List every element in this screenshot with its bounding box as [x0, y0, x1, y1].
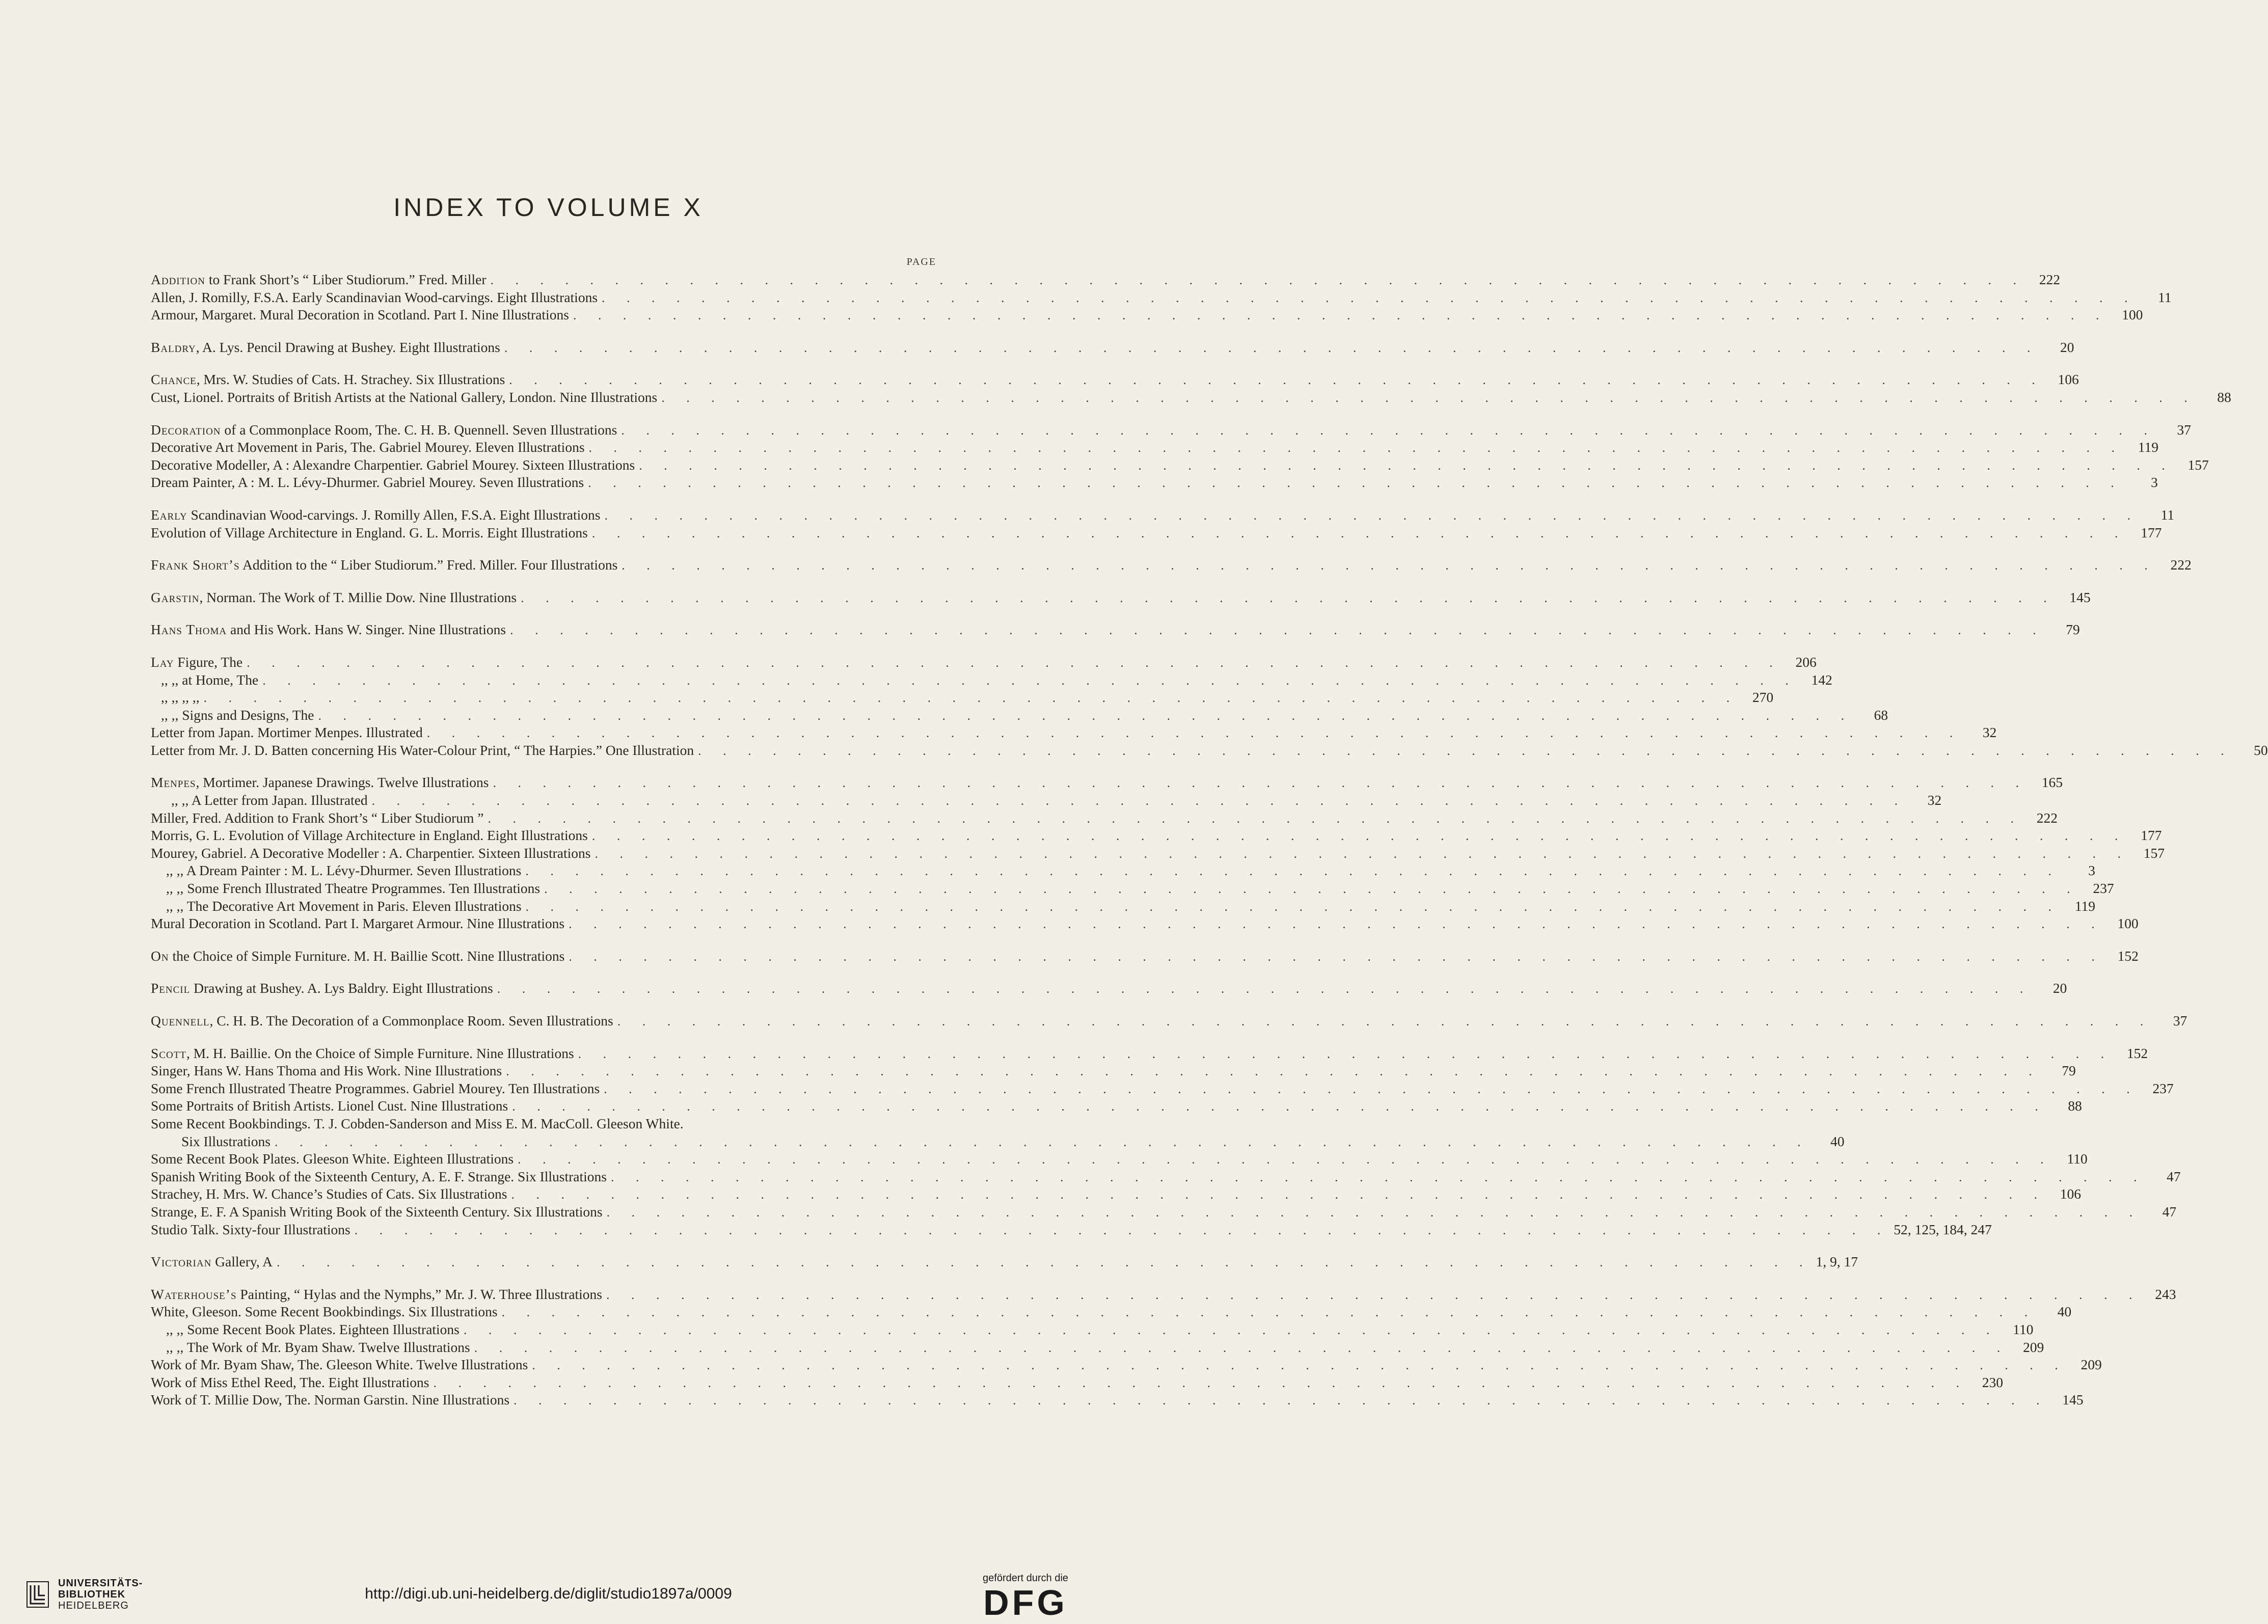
dot-leader: [427, 724, 1962, 742]
entry-page-number: 79: [2066, 621, 2080, 638]
entry-rest: ,, ,, A Letter from Japan. Illustrated: [171, 792, 368, 808]
index-entry: [151, 389, 2231, 407]
dot-leader: [464, 1321, 1999, 1339]
entry-page-number: 20: [2060, 339, 2074, 355]
entry-rest: Armour, Margaret. Mural Decoration in Scotland. Part I. Nine Illustrations: [151, 307, 569, 323]
entry-text: [151, 1303, 498, 1321]
index-entry: [151, 1012, 2188, 1030]
dot-leader: [511, 1186, 2046, 1204]
entry-rest: Figure, The: [174, 654, 243, 670]
dot-leader: [622, 557, 2157, 575]
index-entry: [151, 742, 2268, 760]
entry-rest: of a Commonplace Room, The. C. H. B. Quennell. Seven Illustrations: [221, 421, 617, 438]
dot-leader: [509, 371, 2044, 389]
entry-page-number: 222: [2036, 809, 2058, 826]
dot-leader: [617, 1013, 2153, 1031]
dot-leader: [275, 1133, 1810, 1151]
index-entry: [151, 439, 2159, 456]
entry-text: [151, 845, 591, 862]
entry-lead-word: Early: [151, 506, 187, 523]
entry-text: [151, 948, 564, 965]
entry-rest: Painting, “ Hylas and the Nymphs,” Mr. J. W. Three Illustrations: [236, 1286, 603, 1302]
dot-leader: [510, 621, 2045, 639]
entry-page-number: 110: [2013, 1321, 2034, 1337]
entry-page-number: 270: [1752, 689, 1774, 706]
group-gap: [151, 542, 936, 556]
dot-leader: [204, 689, 1739, 707]
entry-text: [151, 742, 694, 760]
entry-page-number: 237: [2152, 1080, 2174, 1096]
dot-leader: [592, 525, 2127, 543]
dot-leader: [621, 422, 2156, 440]
entry-rest: Work of T. Millie Dow, The. Norman Garstin. Nine Illustrations: [151, 1392, 510, 1408]
index-entry: [151, 1391, 2084, 1409]
entry-text: [151, 671, 258, 689]
entry-rest: ,, ,, Some French Illustrated Theatre Programmes. Ten Illustrations: [166, 880, 541, 897]
entry-page-number: 243: [2155, 1286, 2176, 1302]
entry-rest: ,, ,, Some Recent Book Plates. Eighteen Illustrations: [166, 1321, 460, 1337]
index-entry: [151, 898, 2096, 915]
entry-lead-word: Garstin: [151, 589, 200, 605]
dot-leader: [355, 1222, 1890, 1239]
entry-lead-word: Chance: [151, 371, 197, 388]
entry-rest: , A. Lys. Pencil Drawing at Bushey. Eight Illustrations: [196, 339, 500, 355]
entry-page-number: 88: [2068, 1098, 2082, 1114]
entry-rest: , Mrs. W. Studies of Cats. H. Strachey. Six Illustrations: [196, 371, 505, 388]
dfg-logo-icon: DFG: [983, 1583, 1068, 1622]
entry-rest: to Frank Short’s “ Liber Studiorum.” Fred. Miller: [205, 272, 487, 287]
entry-continuation: Six Illustrations: [181, 1133, 271, 1149]
entry-text: [151, 862, 521, 880]
entry-rest: Strange, E. F. A Spanish Writing Book of the Sixteenth Century. Six Illustrations: [151, 1203, 603, 1220]
index-entry: [151, 845, 2165, 862]
entry-rest: Strachey, H. Mrs. W. Chance’s Studies of Cats. Six Illustrations: [151, 1186, 507, 1202]
entry-page-number: 100: [2122, 307, 2143, 323]
entry-lead-word: Lay: [151, 654, 174, 670]
index-entry: [151, 589, 2091, 607]
entry-page-number: 106: [2060, 1186, 2081, 1202]
entry-rest: , C. H. B. The Decoration of a Commonplace Room. Seven Illustrations: [209, 1013, 613, 1028]
entry-lead-word: Victorian: [151, 1254, 212, 1270]
entry-rest: Drawing at Bushey. A. Lys Baldry. Eight Illustrations: [190, 980, 493, 996]
dot-leader: [569, 948, 2104, 966]
dot-leader: [592, 827, 2127, 845]
index-entry: [151, 421, 2191, 439]
entry-page-number: 145: [2062, 1392, 2084, 1408]
entry-text: [151, 421, 617, 439]
entry-rest: Dream Painter, A : M. L. Lévy-Dhurmer. Gabriel Mourey. Seven Illustrations: [151, 474, 584, 491]
dot-leader: [525, 862, 2061, 880]
entry-rest: Morris, G. L. Evolution of Village Architecture in England. Eight Illustrations: [151, 827, 588, 844]
entry-rest: Some French Illustrated Theatre Programmes. Gabriel Mourey. Ten Illustrations: [151, 1080, 600, 1096]
index-entry: [151, 1080, 2174, 1098]
entry-text: [151, 524, 588, 542]
entry-text: [151, 506, 601, 524]
dot-leader: [602, 289, 2137, 307]
dot-leader: [433, 1374, 1968, 1392]
group-gap: [151, 407, 936, 421]
index-entry: [151, 474, 2158, 492]
entry-rest: Some Recent Book Plates. Gleeson White. Eighteen Illustrations: [151, 1151, 514, 1167]
index-entry: [151, 809, 2058, 827]
entry-text: [151, 306, 569, 324]
dot-leader: [573, 307, 2109, 324]
entry-rest: Gallery, A: [211, 1254, 273, 1270]
entry-text: [151, 289, 598, 307]
index-entry: [151, 792, 1942, 809]
entry-rest: Addition to the “ Liber Studiorum.” Fred. Miller. Four Illustrations: [239, 557, 618, 573]
entry-page-number: 209: [2022, 1339, 2044, 1355]
entry-rest: Work of Mr. Byam Shaw, The. Gleeson White. Twelve Illustrations: [151, 1357, 528, 1373]
entry-rest: Decorative Modeller, A : Alexandre Charpentier. Gabriel Mourey. Sixteen Illustrations: [151, 456, 635, 473]
group-gap: [151, 492, 936, 506]
funder-logo[interactable]: [969, 1573, 1082, 1621]
entry-rest: Evolution of Village Architecture in England. G. L. Morris. Eight Illustrations: [151, 524, 588, 540]
page-title: INDEX TO VOLUME X: [393, 193, 704, 222]
index-entry: [151, 915, 2139, 933]
entry-rest: Spanish Writing Book of the Sixteenth Century, A. E. F. Strange. Six Illustrations: [151, 1168, 607, 1184]
group-gap: [151, 1030, 936, 1045]
index-entry: [151, 1045, 2148, 1063]
index-entry: [151, 506, 2174, 524]
index-entry: [151, 371, 2079, 389]
entry-page-number: 177: [2141, 524, 2162, 540]
entry-text: [151, 589, 517, 607]
index-entry: [151, 1303, 2072, 1321]
dot-leader: [639, 457, 2174, 475]
entry-rest: Some Portraits of British Artists. Lionel Cust. Nine Illustrations: [151, 1098, 508, 1114]
entry-text: [151, 271, 486, 289]
entry-lead-word: Frank Short’s: [151, 557, 240, 573]
entry-page-number: 110: [2067, 1151, 2088, 1167]
entry-lead-word: Baldry: [151, 339, 196, 355]
dot-leader: [604, 1080, 2139, 1098]
entry-text: [151, 1391, 509, 1409]
library-name-line1: UNIVERSITÄTS-: [58, 1578, 143, 1589]
index-entry: [151, 671, 1832, 689]
dot-leader: [589, 439, 2124, 457]
dot-leader: [588, 474, 2123, 492]
index-entry: [151, 880, 2114, 898]
index-entry: [151, 980, 2067, 997]
dot-leader: [506, 1063, 2041, 1080]
index-entry: [151, 621, 2080, 639]
index-entry: [151, 1374, 2003, 1392]
group-gap: [151, 759, 936, 774]
entry-text: [151, 1203, 603, 1221]
dot-leader: [569, 915, 2104, 933]
index-entry: [151, 1253, 1858, 1271]
entry-text: [151, 654, 242, 671]
dot-leader: [277, 1254, 1812, 1271]
funder-caption: gefördert durch die: [983, 1573, 1068, 1584]
entry-text: [151, 1356, 528, 1374]
index-entry: [151, 1203, 2177, 1221]
entry-text: [151, 915, 564, 933]
entry-rest: Allen, J. Romilly, F.S.A. Early Scandinavian Wood-carvings. Eight Illustrations: [151, 289, 598, 305]
dot-leader: [262, 672, 1798, 690]
entry-page-number: 222: [2170, 557, 2192, 573]
entry-page-number: 206: [1795, 654, 1817, 670]
entry-rest: Letter from Mr. J. D. Batten concerning His Water-Colour Print, “ The Harpies.” One Illustration: [151, 742, 694, 758]
dot-leader: [526, 898, 2061, 916]
entry-page-number: 209: [2081, 1357, 2102, 1373]
index-entry: [151, 1062, 2076, 1080]
entry-page-number: 237: [2093, 880, 2114, 897]
entry-rest: and His Work. Hans W. Singer. Nine Illustrations: [227, 621, 506, 638]
entry-page-number: 11: [2158, 289, 2172, 305]
entry-text: [151, 1116, 684, 1131]
entry-lead-word: Quennell: [151, 1013, 210, 1028]
entry-text: [151, 339, 500, 357]
entry-lead-word: Hans Thoma: [151, 621, 227, 638]
entry-page-number: 79: [2062, 1063, 2076, 1079]
entry-text: [151, 880, 540, 898]
entry-lead-word: On: [151, 948, 169, 964]
entry-rest: ,, ,, The Work of Mr. Byam Shaw. Twelve Illustrations: [166, 1339, 470, 1355]
index-list: [151, 271, 2268, 1409]
dot-leader: [578, 1045, 2114, 1063]
permalink-url[interactable]: http://digi.ub.uni-heidelberg.de/diglit/studio1897a/0009: [365, 1585, 732, 1602]
entry-text: [151, 1012, 613, 1030]
entry-text: [151, 1374, 429, 1392]
group-gap: [151, 933, 936, 948]
index-entry: [151, 862, 2095, 880]
index-entry: [151, 1115, 1845, 1150]
entry-text: [151, 1168, 607, 1186]
index-entry: [151, 948, 2139, 965]
dot-leader: [488, 810, 2023, 828]
dot-leader: [544, 880, 2080, 898]
entry-page-number: 20: [2053, 980, 2067, 996]
index-entry: [151, 827, 2162, 845]
dot-leader: [512, 1098, 2047, 1116]
entry-rest: ,, ,, A Dream Painter : M. L. Lévy-Dhurmer. Seven Illustrations: [166, 862, 522, 879]
entry-page-number: 222: [2039, 272, 2060, 287]
entry-page-number: 40: [1830, 1133, 1845, 1149]
entry-rest: Mourey, Gabriel. A Decorative Modeller : A. Charpentier. Sixteen Illustrations: [151, 845, 591, 861]
dot-leader: [497, 980, 2033, 998]
index-entry: [151, 1168, 2181, 1186]
index-entry: [151, 774, 2063, 792]
entry-page-number: 32: [1927, 792, 1942, 808]
entry-text: [151, 456, 635, 474]
index-entry: [151, 724, 1997, 742]
entry-page-number: 11: [2161, 506, 2174, 523]
dot-leader: [504, 339, 2040, 357]
dot-leader: [606, 1286, 2142, 1304]
entry-page-number: 152: [2117, 948, 2139, 964]
index-entry: [151, 1321, 2034, 1339]
entry-rest: Cust, Lionel. Portraits of British Artists at the National Gallery, London. Nine Illustrations: [151, 389, 658, 405]
group-gap: [151, 574, 936, 589]
entry-text: [151, 980, 493, 997]
entry-rest: ,, ,, ,, ,,: [161, 689, 200, 706]
group-gap: [151, 639, 936, 654]
dot-leader: [698, 742, 2233, 760]
entry-text: [151, 1080, 600, 1098]
index-entry: [151, 306, 2143, 324]
group-gap: [151, 997, 936, 1012]
entry-page-number: 3: [2150, 474, 2158, 491]
index-entry: [151, 1150, 2088, 1168]
dot-leader: [490, 272, 2026, 289]
entry-page-number: 47: [2162, 1203, 2177, 1220]
dot-leader: [521, 589, 2056, 607]
group-gap: [151, 1271, 936, 1286]
entry-page-number: 100: [2117, 915, 2139, 932]
entry-page-number: 37: [2177, 421, 2191, 438]
dot-leader: [514, 1392, 2049, 1410]
entry-rest: Studio Talk. Sixty-four Illustrations: [151, 1221, 350, 1237]
entry-rest: Some Recent Bookbindings. T. J. Cobden-Sanderson and Miss E. M. MacColl. Gleeson White.: [151, 1115, 684, 1131]
dot-leader: [493, 774, 2028, 792]
entry-rest: ,, ,, Signs and Designs, The: [161, 707, 314, 723]
group-gap: [151, 324, 936, 339]
entry-text: [151, 809, 484, 827]
dot-leader: [532, 1357, 2067, 1374]
entry-rest: the Choice of Simple Furniture. M. H. Baillie Scott. Nine Illustrations: [169, 948, 565, 964]
dot-leader: [372, 792, 1907, 810]
entry-page-number: 177: [2141, 827, 2162, 844]
entry-page-number: 152: [2126, 1045, 2148, 1061]
dot-leader: [605, 507, 2140, 525]
entry-rest: Mural Decoration in Scotland. Part I. Margaret Armour. Nine Illustrations: [151, 915, 565, 932]
group-gap: [151, 965, 936, 980]
group-gap: [151, 1238, 936, 1253]
entry-rest: Letter from Japan. Mortimer Menpes. Illustrated: [151, 724, 423, 741]
entry-rest: Singer, Hans W. Hans Thoma and His Work. Nine Illustrations: [151, 1063, 502, 1079]
dot-leader: [611, 1169, 2146, 1186]
entry-page-number: 119: [2138, 439, 2159, 455]
entry-rest: Miller, Fred. Addition to Frank Short’s “ Liber Studiorum ”: [151, 809, 484, 826]
entry-lead-word: Decoration: [151, 421, 221, 438]
entry-text: [151, 792, 368, 809]
entry-rest: , Mortimer. Japanese Drawings. Twelve Illustrations: [196, 774, 489, 791]
entry-page-number: 40: [2057, 1304, 2072, 1320]
entry-lead-word: Scott: [151, 1045, 186, 1061]
entry-rest: Work of Miss Ethel Reed, The. Eight Illustrations: [151, 1374, 429, 1390]
index-entry: [151, 1221, 1992, 1239]
entry-page-number: 37: [2173, 1013, 2188, 1028]
entry-text: [151, 439, 585, 456]
entry-rest: Scandinavian Wood-carvings. J. Romilly Allen, F.S.A. Eight Illustrations: [187, 506, 601, 523]
index-entry: [151, 289, 2172, 307]
index-entry: [151, 1286, 2176, 1304]
entry-text: [151, 1045, 574, 1063]
index-entry: [151, 556, 2192, 574]
entry-lead-word: Waterhouse’s: [151, 1286, 237, 1302]
dot-leader: [318, 707, 1853, 725]
group-gap: [151, 356, 936, 371]
entry-rest: ,, ,, at Home, The: [161, 671, 259, 688]
entry-text: [151, 1097, 508, 1115]
dot-leader: [502, 1304, 2037, 1321]
entry-page-number: 1, 9, 17: [1816, 1254, 1858, 1270]
index-entry: [151, 456, 2209, 474]
dot-leader: [518, 1151, 2053, 1169]
entry-page-number: 106: [2058, 371, 2079, 388]
entry-text: [151, 389, 657, 407]
entry-rest: White, Gleeson. Some Recent Bookbindings. Six Illustrations: [151, 1304, 498, 1320]
entry-text: [151, 707, 314, 724]
entry-page-number: 230: [1982, 1374, 2003, 1390]
entry-rest: Decorative Art Movement in Paris, The. Gabriel Mourey. Eleven Illustrations: [151, 439, 585, 455]
index-entry: [151, 654, 1817, 671]
index-entry: [151, 271, 2060, 289]
entry-text: [151, 1062, 502, 1080]
entry-text: [151, 1321, 460, 1339]
dot-leader: [661, 389, 2197, 407]
entry-text: [151, 827, 588, 845]
entry-text: [151, 474, 584, 492]
dot-leader: [607, 1204, 2142, 1222]
entry-text: [151, 621, 506, 639]
index-entry: [151, 524, 2162, 542]
entry-text: [151, 371, 505, 389]
library-name-line3: HEIDELBERG: [58, 1600, 129, 1611]
entry-text: [151, 556, 617, 574]
entry-text: [151, 1253, 273, 1271]
entry-page-number: 157: [2143, 845, 2165, 861]
entry-page-number: 32: [1982, 724, 1997, 741]
entry-text: [151, 1150, 514, 1168]
group-gap: [151, 606, 936, 621]
library-name-line2: BIBLIOTHEK: [58, 1589, 126, 1600]
entry-text: [151, 1339, 470, 1357]
entry-lead-word: Addition: [151, 272, 206, 287]
entry-rest: , Norman. The Work of T. Millie Dow. Nine Illustrations: [199, 589, 517, 605]
entry-page-number: 47: [2167, 1168, 2181, 1184]
entry-lead-word: Menpes: [151, 774, 196, 791]
entry-page-number: 52, 125, 184, 247: [1894, 1221, 1992, 1237]
dot-leader: [247, 654, 1782, 672]
dot-leader: [474, 1339, 2010, 1357]
entry-text: [151, 1286, 602, 1304]
entry-text: [151, 1221, 350, 1239]
entry-lead-word: Pencil: [151, 980, 191, 996]
entry-text: [151, 689, 200, 707]
entry-page-number: 3: [2088, 862, 2095, 879]
entry-page-number: 119: [2074, 898, 2096, 914]
entry-text: [151, 898, 522, 915]
index-entry: [151, 689, 1774, 707]
index-entry: [151, 1356, 2102, 1374]
index-entry: [151, 339, 2074, 357]
entry-page-number: 68: [1874, 707, 1888, 723]
index-entry: [151, 1339, 2044, 1357]
entry-page-number: 50: [2254, 742, 2268, 758]
entry-rest: ,, ,, The Decorative Art Movement in Paris. Eleven Illustrations: [166, 898, 522, 914]
entry-page-number: 142: [1811, 671, 1832, 688]
entry-page-number: 165: [2041, 774, 2063, 791]
entry-page-number: 145: [2069, 589, 2091, 605]
index-entry: [151, 707, 1888, 724]
entry-text: [151, 1185, 507, 1203]
index-entry: [151, 1185, 2081, 1203]
entry-page-number: 157: [2188, 456, 2209, 473]
entry-page-number: 88: [2217, 389, 2231, 405]
entry-text: [151, 774, 489, 792]
entry-text: [151, 724, 423, 742]
page-column-header: PAGE: [906, 256, 936, 267]
dot-leader: [595, 845, 2130, 863]
entry-rest: , M. H. Baillie. On the Choice of Simple Furniture. Nine Illustrations: [186, 1045, 574, 1061]
index-entry: [151, 1097, 2082, 1115]
